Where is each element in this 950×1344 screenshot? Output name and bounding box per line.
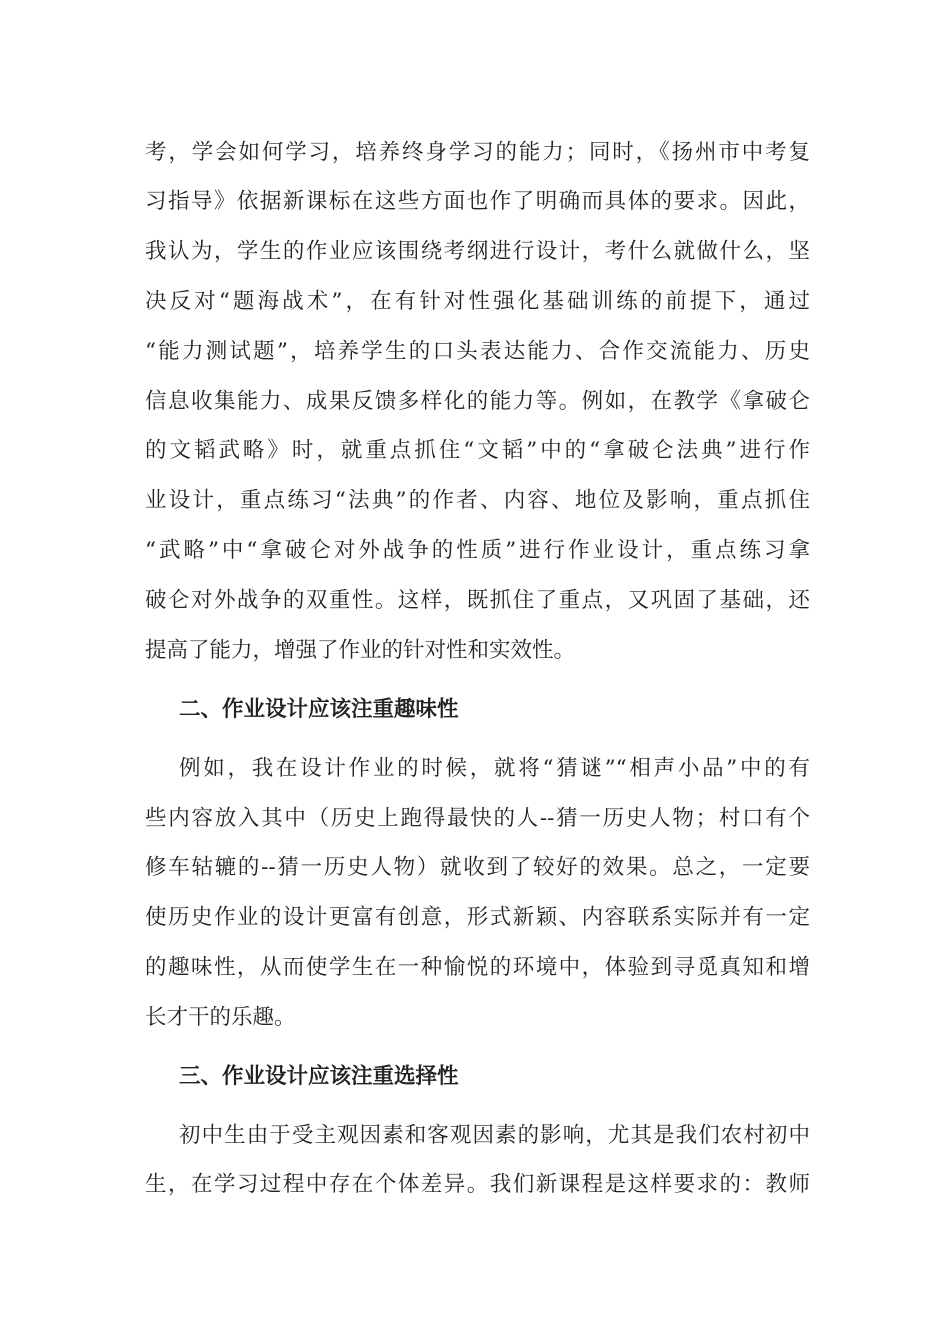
paragraph-1-line-6: 信息收集能力、成果反馈多样化的能力等。例如，在教学《拿破仑	[145, 389, 810, 414]
paragraph-2-line-2: 些内容放入其中（历史上跑得最快的人--猜一历史人物；村口有个	[145, 806, 810, 831]
paragraph-1-line-8: 业设计，重点练习“法典”的作者、内容、地位及影响，重点抓住	[145, 488, 810, 513]
paragraph-2-line-6: 长才干的乐趣。	[145, 1005, 296, 1030]
paragraph-1-line-5: “能力测试题”，培养学生的口头表达能力、合作交流能力、历史	[145, 339, 810, 364]
paragraph-2-line-3: 修车轱辘的--猜一历史人物）就收到了较好的效果。总之，一定要	[145, 855, 810, 880]
paragraph-1-line-4: 决反对“题海战术”，在有针对性强化基础训练的前提下，通过	[145, 289, 810, 314]
paragraph-2-line-4: 使历史作业的设计更富有创意，形式新颖、内容联系实际并有一定	[145, 905, 810, 930]
paragraph-2-line-1: 例如，我在设计作业的时候，就将“猜谜”“相声小品”中的有	[179, 756, 810, 781]
paragraph-2-line-5: 的趣味性，从而使学生在一种愉悦的环境中，体验到寻觅真知和增	[145, 955, 810, 980]
paragraph-1-line-10: 破仑对外战争的双重性。这样，既抓住了重点，又巩固了基础，还	[145, 588, 810, 613]
section-heading-3: 三、作业设计应该注重选择性	[179, 1064, 459, 1089]
paragraph-1-line-7: 的文韬武略》时，就重点抓住“文韬”中的“拿破仑法典”进行作	[145, 438, 810, 463]
paragraph-3-line-2: 生，在学习过程中存在个体差异。我们新课程是这样要求的：教师	[145, 1172, 810, 1197]
paragraph-1-line-2: 习指导》依据新课标在这些方面也作了明确而具体的要求。因此，	[145, 189, 810, 214]
paragraph-1-line-11: 提高了能力，增强了作业的针对性和实效性。	[145, 638, 576, 663]
paragraph-3-line-1: 初中生由于受主观因素和客观因素的影响，尤其是我们农村初中	[179, 1123, 810, 1148]
paragraph-1-line-3: 我认为，学生的作业应该围绕考纲进行设计，考什么就做什么，坚	[145, 239, 810, 264]
paragraph-1-line-1: 考，学会如何学习，培养终身学习的能力；同时，《扬州市中考复	[145, 140, 810, 165]
section-heading-2: 二、作业设计应该注重趣味性	[179, 697, 459, 722]
paragraph-1-line-9: “武略”中“拿破仑对外战争的性质”进行作业设计，重点练习拿	[145, 538, 810, 563]
